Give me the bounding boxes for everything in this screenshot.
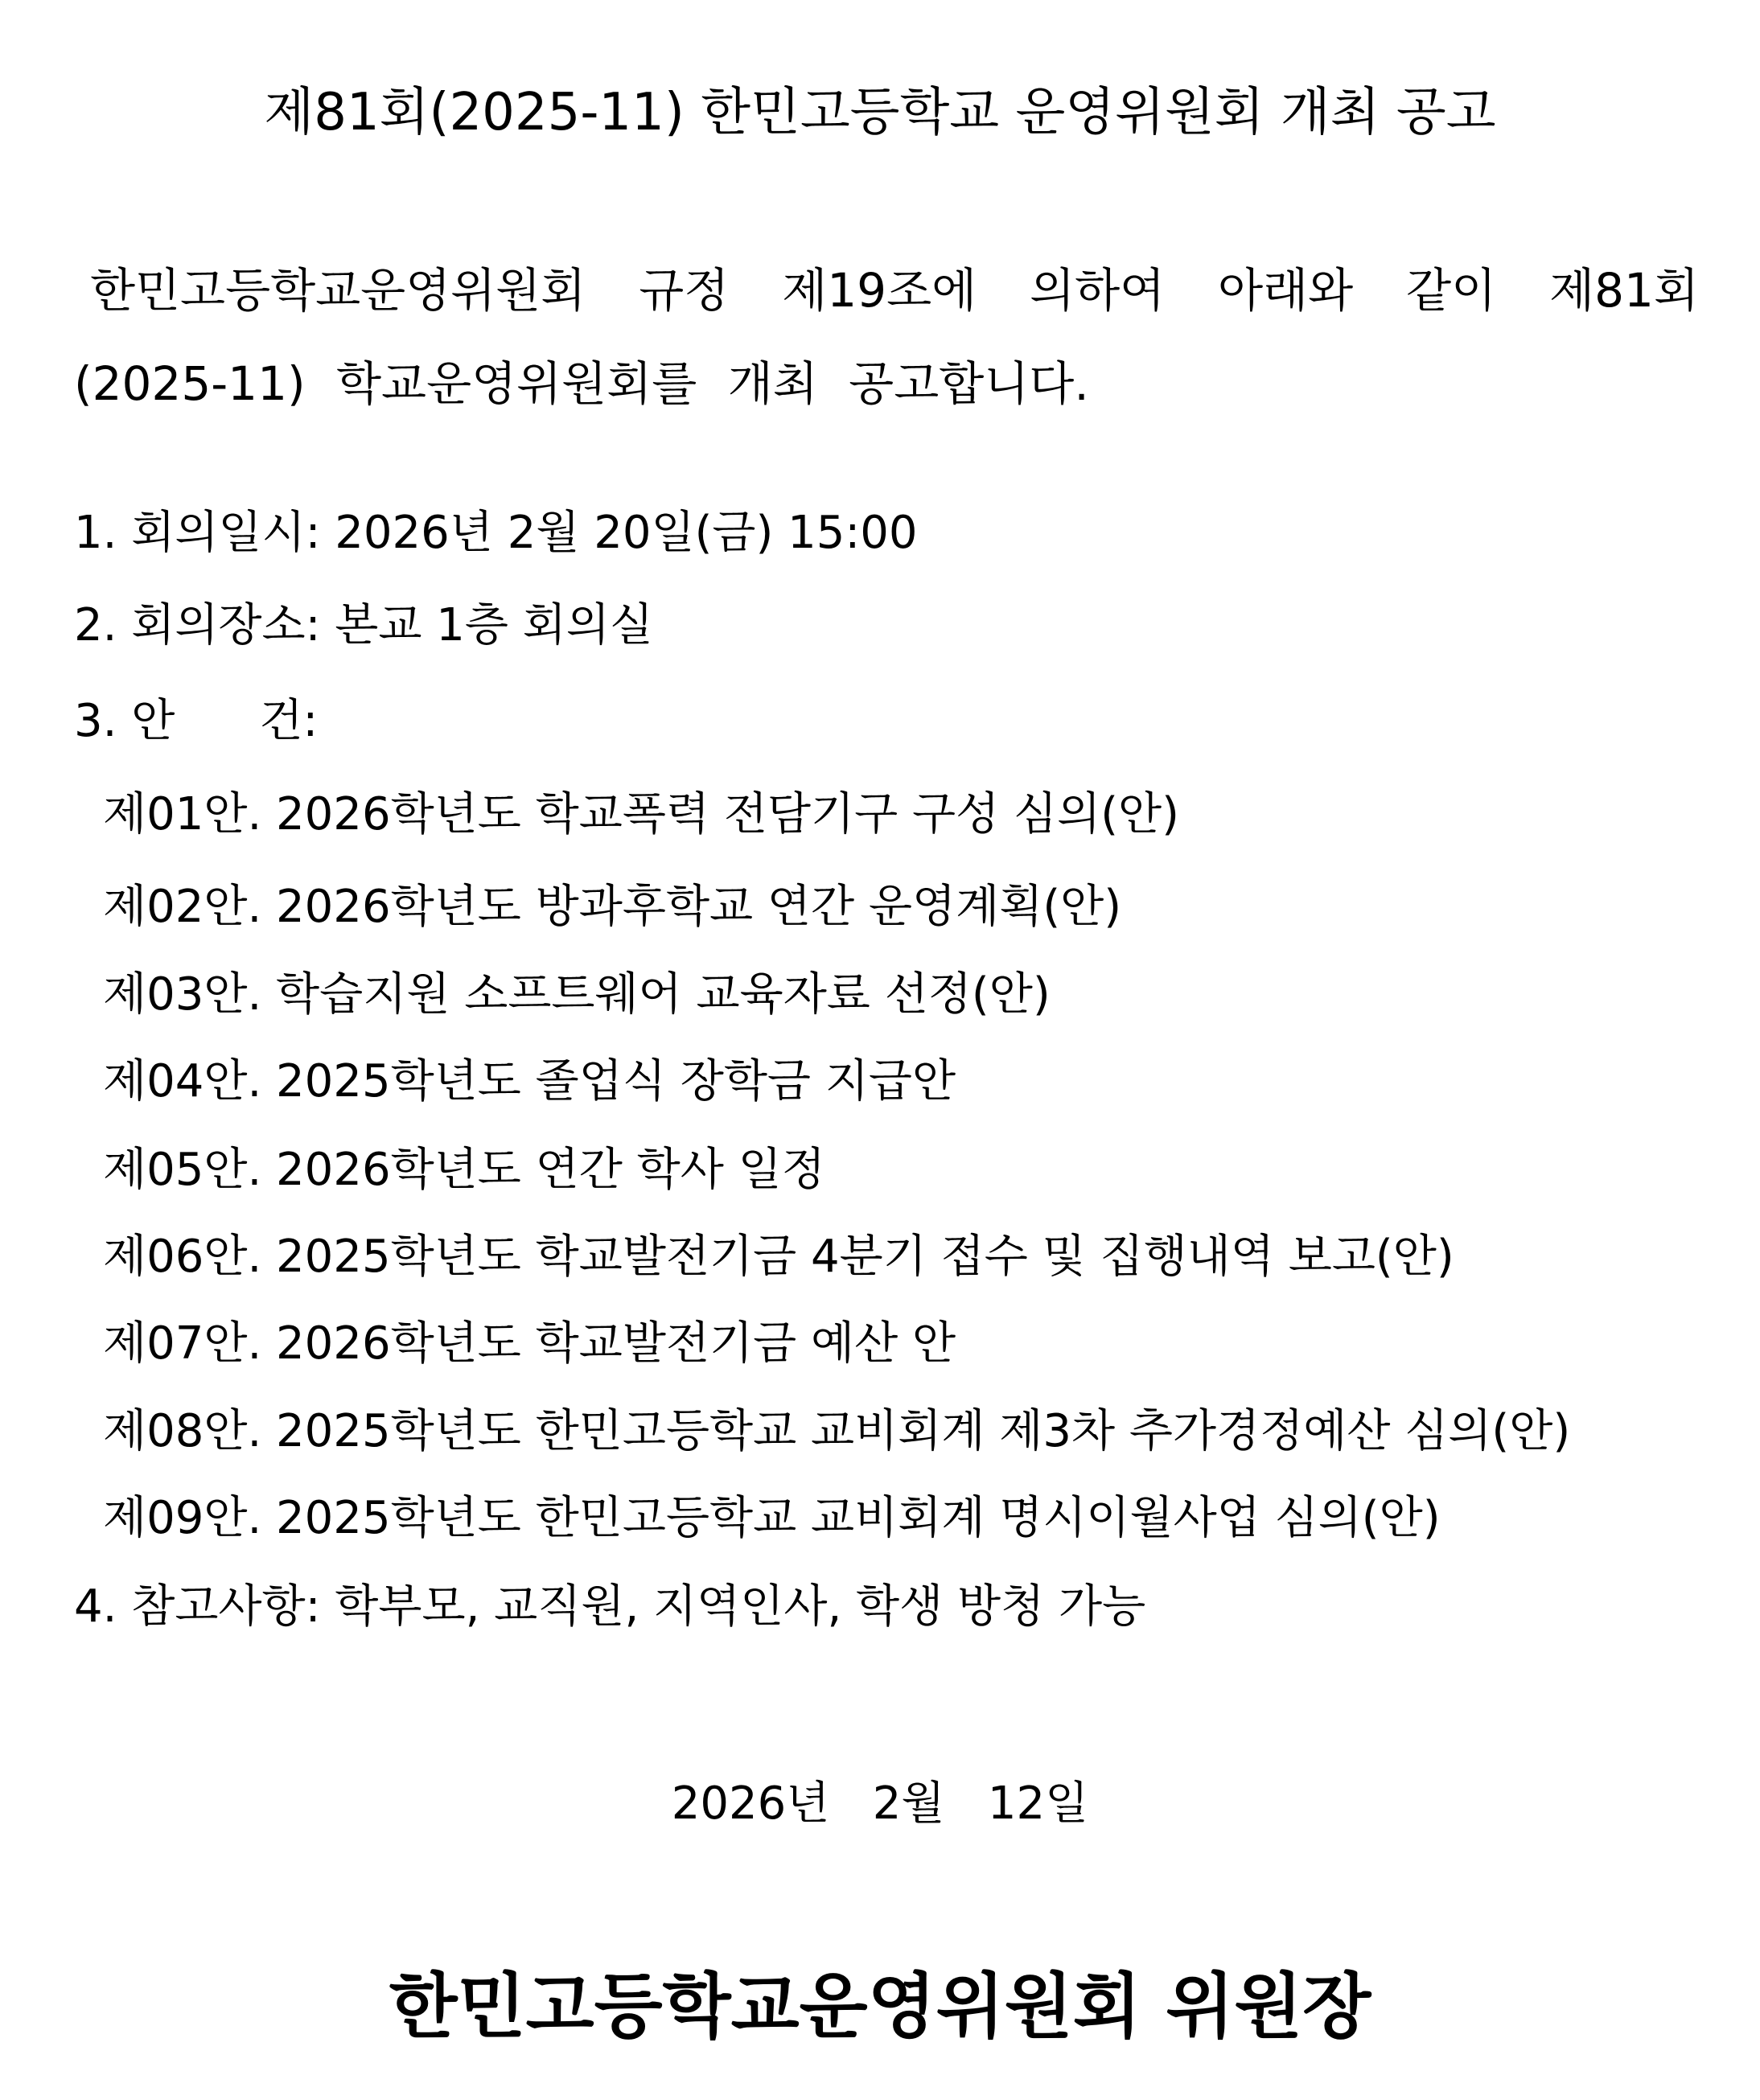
agenda-item: 제06안. 2025학년도 학교발전기금 4분기 접수 및 집행내역 보고(안) [103,1231,1454,1283]
agenda-item: 제09안. 2025학년도 한민고등학교 교비회계 명시이월사업 심의(안) [103,1492,1441,1544]
intro-paragraph: 한민고등학교운영위원회 규정 제19조에 의하여 아래와 같이 제81회 (2025-11) 학교운영위원회를 개최 공고합니다. [74,263,1699,411]
notes: 4. 참고사항: 학부모, 교직원, 지역인사, 학생 방청 가능 [74,1580,1146,1633]
agenda-heading-number: 3. 안 [74,695,175,747]
meeting-location: 2. 회의장소: 본교 1층 회의실 [74,599,654,651]
agenda-heading [74,693,318,750]
meeting-datetime: 1. 회의일시: 2026년 2월 20일(금) 15:00 [74,507,918,559]
signature: 한민고등학교운영위원회 위원장 [389,1965,1371,2048]
notice-title: 제81회(2025-11) 한민고등학교 운영위원회 개최 공고 [264,83,1496,142]
agenda-item: 제01안. 2026학년도 학교폭력 전담기구 구성 심의(안) [103,788,1180,840]
notice-date: 2026년 2월 12일 [671,1777,1089,1830]
agenda-item: 제02안. 2026학년도 방과후학교 연간 운영계획(안) [103,881,1122,933]
agenda-item: 제08안. 2025학년도 한민고등학교 교비회계 제3차 추가경정예산 심의(안) [103,1405,1571,1457]
agenda-item: 제04안. 2025학년도 졸업식 장학금 지급안 [103,1055,956,1108]
agenda-item: 제05안. 2026학년도 연간 학사 일정 [103,1144,825,1196]
agenda-item: 제03안. 학습지원 소프트웨어 교육자료 선정(안) [103,968,1051,1021]
agenda-heading-label: 건: [259,695,319,747]
agenda-item: 제07안. 2026학년도 학교발전기금 예산 안 [103,1317,956,1370]
